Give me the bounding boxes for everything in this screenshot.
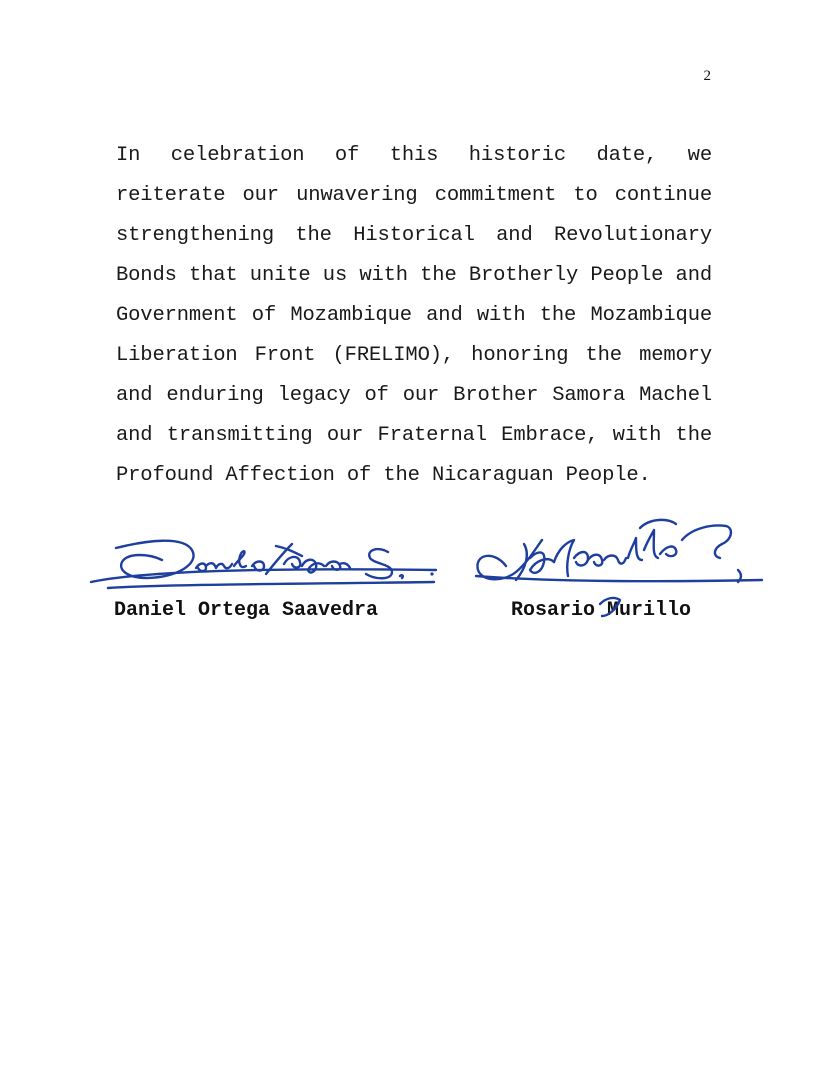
signatory-right [470, 510, 770, 630]
signatory-name-right: Rosario Murillo [511, 599, 692, 622]
handwritten-signature-left [88, 510, 448, 600]
letter-paragraph: In celebration of this historic date, we reiterate our unwavering commitment to continue strengthening the Historical and Revolutionary Bonds that unite us with the Brotherly People and Government of Mozambique and with the Mozambique Liberation Front (FRELIMO), honoring the memory and enduring legacy of our Brother Samora Machel and transmitting our Fraternal Embrace, with the Profound Affection of the Nicaraguan People. [116, 144, 712, 487]
page-number: 2 [703, 68, 711, 84]
signatory-name-left: Daniel Ortega Saavedra [114, 599, 379, 622]
signatory-left [88, 510, 448, 630]
handwritten-signature-right [470, 510, 770, 630]
signature-area [0, 510, 825, 640]
